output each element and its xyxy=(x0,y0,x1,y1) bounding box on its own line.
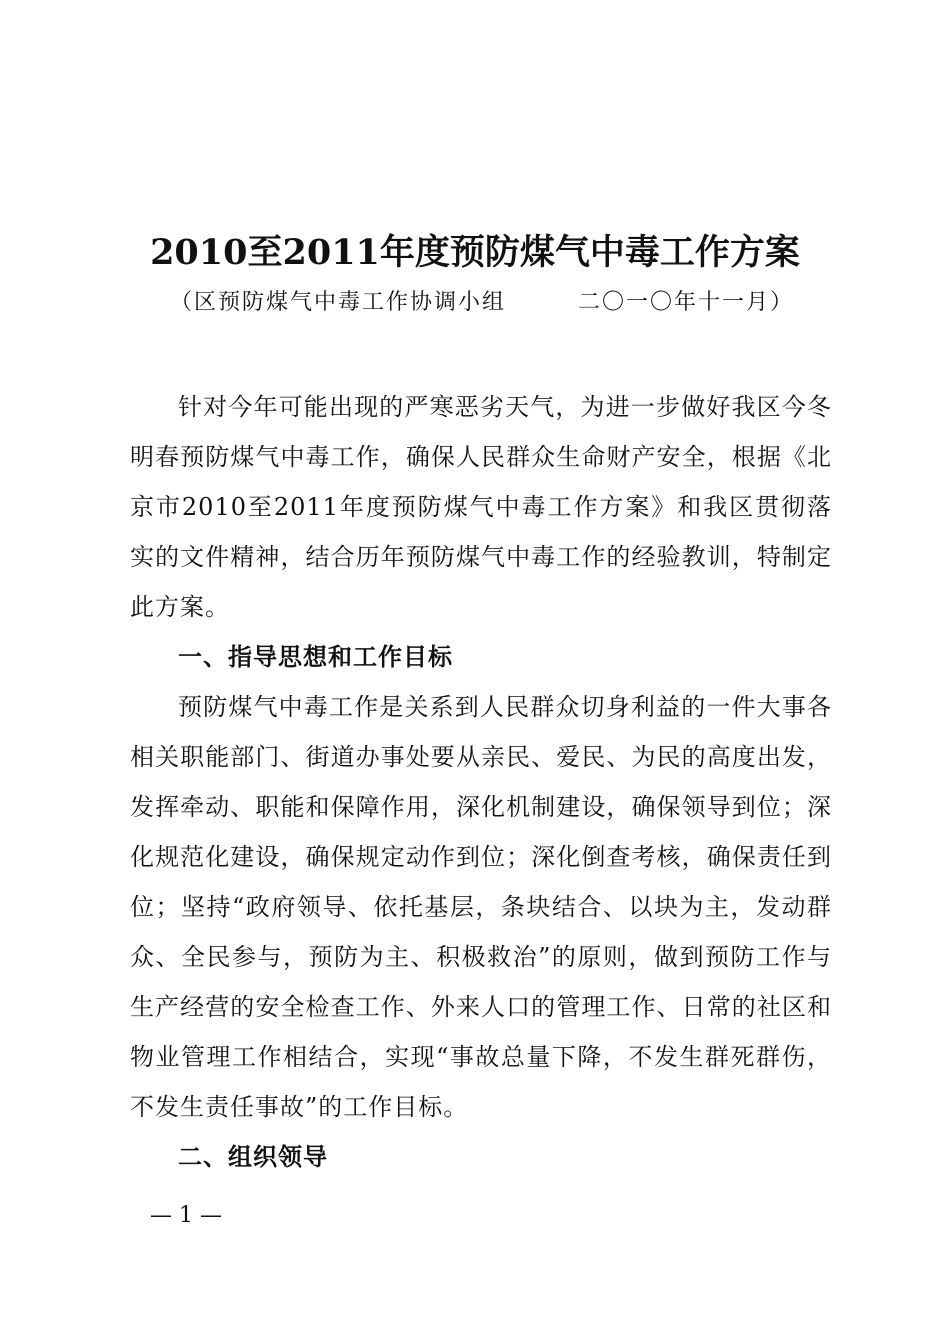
document-title: 2010至2011年度预防煤气中毒工作方案 xyxy=(150,232,800,273)
page-number: — 1 — xyxy=(150,1203,222,1228)
document-body xyxy=(130,382,832,1182)
section-heading-1: 一、指导思想和工作目标 xyxy=(178,643,453,671)
intro-paragraph: 针对今年可能出现的严寒恶劣天气，为进一步做好我区今冬明春预防煤气中毒工作，确保人民群众生命财产安全，根据《北京市2010至2011年度预防煤气中毒工作方案》和我区贯彻落实的文件精神，结合历年预防煤气中毒工作的经验教训，特制定此方案。 xyxy=(130,393,832,621)
section-heading-2: 二、组织领导 xyxy=(178,1143,328,1171)
section-1-paragraph: 预防煤气中毒工作是关系到人民群众切身利益的一件大事各相关职能部门、街道办事处要从亲民、爱民、为民的高度出发，发挥牵动、职能和保障作用，深化机制建设，确保领导到位；深化规范化建设，确保规定动作到位；深化倒查考核，确保责任到位；坚持“政府领导、依托基层，条块结合、以块为主，发动群众、全民参与，预防为主、积极救治”的原则，做到预防工作与生产经营的安全检查工作、外来人口的管理工作、日常的社区和物业管理工作相结合，实现“事故总量下降，不发生群死群伤，不发生责任事故”的工作目标。 xyxy=(130,693,832,1121)
document-subtitle: （区预防煤气中毒工作协调小组 二〇一〇年十一月） xyxy=(170,290,794,315)
